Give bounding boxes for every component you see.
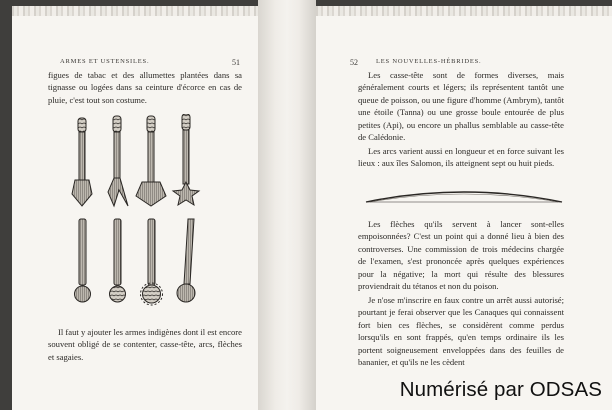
paragraph: Je n'ose m'inscrire en faux contre un arrêt aussi autorisé; pourtant je ferai observer que les Canaques qui connaissent fort bien ces flèches, se considèrent comme perdus lorsqu'ils en sont frappés, qu'en temps ordinaire ils les portent soigneusement enveloppées dans des feuilles de bananier, et qu'ils ne les cèdent: [358, 295, 564, 368]
left-running-head-title: ARMES ET USTENSILES.: [60, 58, 150, 65]
left-text-top: [48, 69, 242, 108]
right-running-head-title: LES NOUVELLES-HÉBRIDES.: [376, 58, 482, 65]
left-running-head: [60, 58, 240, 67]
right-text-top: [358, 69, 564, 171]
right-page: [316, 6, 612, 410]
paragraph: Les flèches qu'ils servent à lancer sont-elles empoisonnées? C'est un point qui a donné lieu à bien des controverses. Une commission de trois médecins chargée de l'examen, s'est prononcée après quelques expériences pour la négative; la mort qui résulte des blessures proviendrait du tétanos et non du poison.: [358, 219, 564, 292]
deckle-edge: [12, 6, 258, 16]
paragraph: Les arcs varient aussi en longueur et en force suivant les lieux : aux îles Salomon, ils atteignent sept ou huit pieds.: [358, 146, 564, 169]
club-human-figure: [108, 116, 128, 206]
club-fish-tail: [72, 118, 92, 206]
bow-illustration: [364, 184, 564, 206]
right-running-head: [350, 58, 560, 67]
deckle-edge: [316, 6, 612, 16]
left-page-number: 51: [232, 58, 240, 67]
paragraph: Il faut y ajouter les armes indigènes dont il est encore souvent obligé de se contenter, casse-tête, arcs, flèches et sagaies.: [48, 327, 242, 362]
digitization-watermark: Numérisé par ODSAS: [399, 378, 602, 401]
left-page: [12, 6, 258, 410]
left-text-bottom: [48, 326, 242, 365]
club-star: [173, 114, 199, 205]
club-ball-curved: [177, 219, 195, 302]
right-text-bottom: [358, 218, 564, 370]
book-gutter: [258, 0, 316, 410]
club-weapons-illustration: [42, 114, 242, 319]
paragraph: figues de tabac et des allumettes plantées dans sa tignasse ou logées dans sa ceinture d'écorce en cas de pluie, c'est tout son costume.: [48, 70, 242, 105]
club-axe-head: [136, 116, 166, 206]
club-ball-plain: [75, 219, 91, 302]
right-page-number: 52: [350, 58, 358, 67]
club-ball-knobbed: [110, 219, 126, 302]
paragraph: Les casse-tête sont de formes diverses, mais généralement courts et légers; ils représentent tantôt une queue de poisson, ou une figure d'homme (Ambrym), tantôt une étoile (Tanna) ou une grosse boule entourée de plus petites (Api), ou encore un phallus semblable au casse-tête de Calédonie.: [358, 70, 564, 143]
club-ball-spiked: [141, 219, 163, 305]
